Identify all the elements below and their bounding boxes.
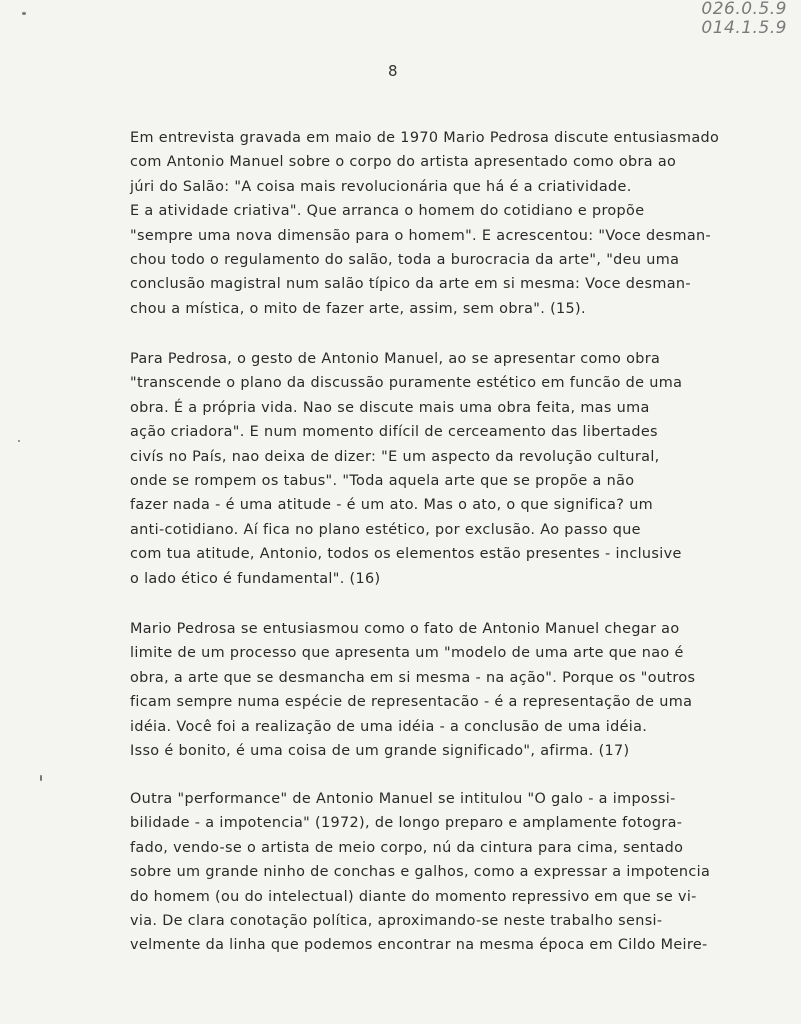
paragraph-2 <box>130 347 730 591</box>
archive-code-line-2: 014.1.5.9 <box>701 18 787 38</box>
archive-code-line-1: 026.0.5.9 <box>701 0 787 19</box>
text-line: bilidade - a impotencia" (1972), de longo preparo e amplamente fotogra- <box>130 815 683 832</box>
scan-speck <box>40 775 42 781</box>
text-line: limite de um processo que apresenta um "modelo de uma arte que nao é <box>130 645 684 662</box>
text-line: obra. É a própria vida. Nao se discute mais uma obra feita, mas uma <box>130 399 650 416</box>
text-line: Para Pedrosa, o gesto de Antonio Manuel, ao se apresentar como obra <box>130 351 661 367</box>
text-line: Isso é bonito, é uma coisa de um grande significado", afirma. (17) <box>130 743 630 760</box>
paragraph-3 <box>130 617 730 763</box>
paragraph-1 <box>130 126 730 321</box>
text-line: Mario Pedrosa se entusiasmou como o fato de Antonio Manuel chegar ao <box>130 621 680 637</box>
text-line: do homem (ou do intelectual) diante do momento repressivo em que se vi- <box>130 888 697 905</box>
text-line: ficam sempre numa espécie de representacão - é a representação de uma <box>130 694 693 711</box>
text-line: E a atividade criativa". Que arranca o homem do cotidiano e propõe <box>130 203 645 220</box>
scan-speck <box>22 12 26 15</box>
text-line: "transcende o plano da discussão puramente estético em funcão de uma <box>130 375 683 392</box>
text-line: júri do Salão: "A coisa mais revolucionária que há é a criatividade. <box>130 178 632 195</box>
page-number: 8 <box>388 62 398 80</box>
text-line: obra, a arte que se desmancha em si mesma - na ação". Porque os "outros <box>130 669 696 686</box>
text-line: o lado ético é fundamental". (16) <box>130 570 381 587</box>
text-line: onde se rompem os tabus". "Toda aquela arte que se propõe a não <box>130 473 635 490</box>
paragraph-4 <box>130 787 730 958</box>
text-line: "sempre uma nova dimensão para o homem". E acrescentou: "Voce desman- <box>130 227 712 244</box>
text-line: fazer nada - é uma atitude - é um ato. Mas o ato, o que significa? um <box>130 497 654 514</box>
archive-code-annotation <box>677 0 787 38</box>
scan-speck <box>18 440 20 442</box>
text-line: civís no País, nao deixa de dizer: "E um aspecto da revolução cultural, <box>130 448 660 465</box>
text-line: idéia. Você foi a realização de uma idéia - a conclusão de uma idéia. <box>130 718 648 735</box>
text-line: velmente da linha que podemos encontrar na mesma época em Cildo Meire- <box>130 937 708 954</box>
text-line: conclusão magistral num salão típico da arte em si mesma: Voce desman- <box>130 276 691 293</box>
text-line: Em entrevista gravada em maio de 1970 Mario Pedrosa discute entusiasmado <box>130 130 720 146</box>
text-line: chou todo o regulamento do salão, toda a burocracia da arte", "deu uma <box>130 252 680 269</box>
text-line: Outra "performance" de Antonio Manuel se intitulou "O galo - a impossi- <box>130 791 676 807</box>
text-line: anti-cotidiano. Aí fica no plano estético, por exclusão. Ao passo que <box>130 521 641 538</box>
text-line: ação criadora". E num momento difícil de cerceamento das libertades <box>130 424 658 441</box>
text-line: via. De clara conotação política, aproximando-se neste trabalho sensi- <box>130 913 663 930</box>
text-line: sobre um grande ninho de conchas e galhos, como a expressar a impotencia <box>130 864 711 881</box>
text-line: fado, vendo-se o artista de meio corpo, nú da cintura para cima, sentado <box>130 839 684 856</box>
text-line: com Antonio Manuel sobre o corpo do artista apresentado como obra ao <box>130 154 677 171</box>
text-line: chou a mística, o mito de fazer arte, assim, sem obra". (15). <box>130 300 586 317</box>
text-line: com tua atitude, Antonio, todos os elementos estão presentes - inclusive <box>130 546 682 563</box>
